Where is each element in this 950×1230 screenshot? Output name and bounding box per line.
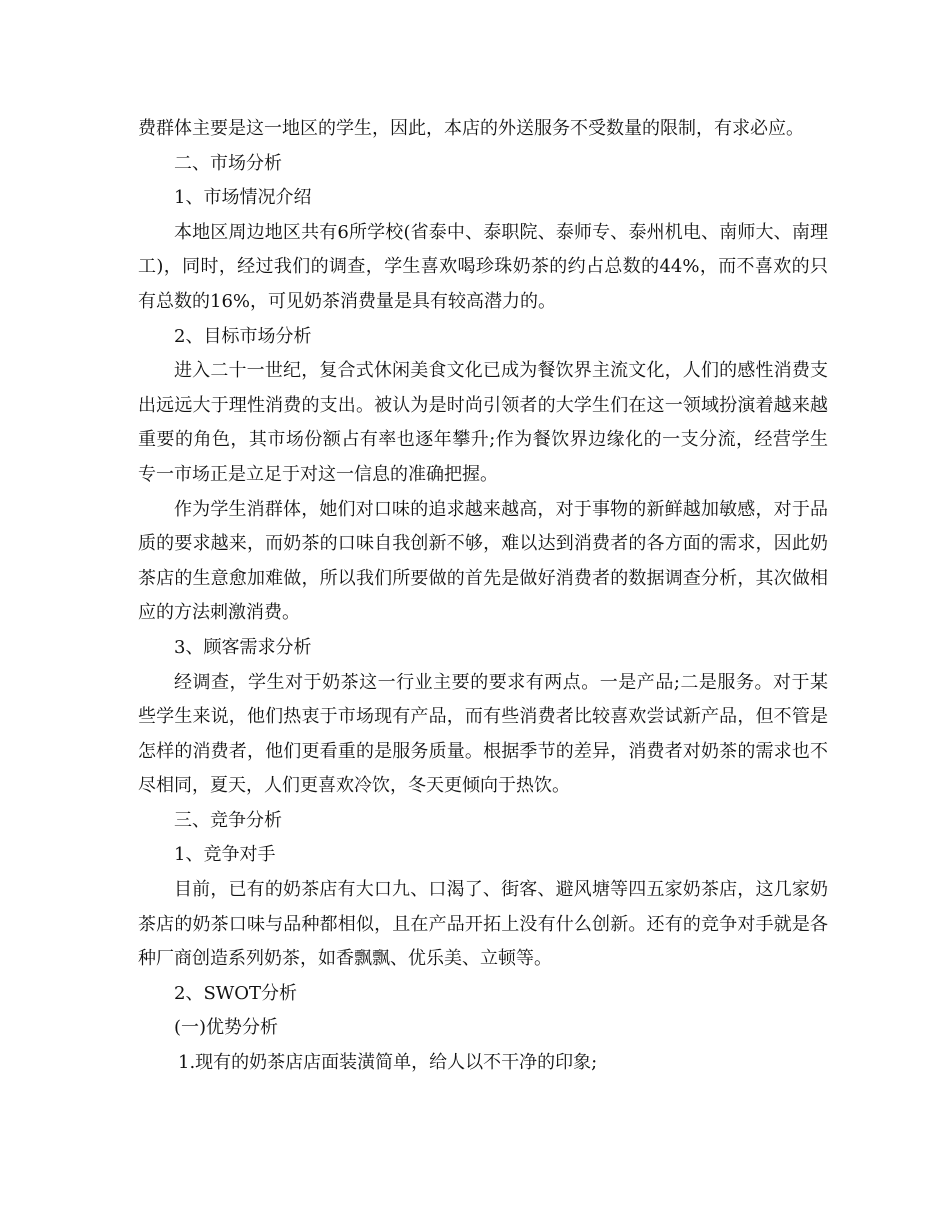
subheading-target-market: 2、目标市场分析 [174, 325, 312, 347]
subheading-competitors: 1、竞争对手 [174, 844, 276, 866]
list-item: 1.现有的奶茶店店面装潢简单，给人以不干净的印象; [178, 1052, 598, 1074]
subheading-customer-needs: 3、顾客需求分析 [174, 636, 312, 658]
subheading-swot: 2、SWOT分析 [174, 982, 298, 1004]
document-body [138, 112, 828, 1081]
paragraph-customer-needs: 经调查，学生对于奶茶这一行业主要的要求有两点。一是产品;二是服务。对于某些学生来说，他们热衷于市场现有产品，而有些消费者比较喜欢尝试新产品，但不管是怎样的消费者，他们更看重的是服务质量。根据季节的差异，消费者对奶茶的需求也不尽相同，夏天，人们更喜欢冷饮，冬天更倾向于热饮。 [138, 671, 828, 797]
section-heading-market-analysis: 二、市场分析 [174, 152, 282, 174]
paragraph-continuation: 费群体主要是这一地区的学生，因此，本店的外送服务不受数量的限制，有求必应。 [138, 118, 804, 139]
paragraph-target-market: 进入二十一世纪，复合式休闲美食文化已成为餐饮界主流文化，人们的感性消费支出远远大于理性消费的支出。被认为是时尚引领者的大学生们在这一领域扮演着越来越重要的角色，其市场份额占有率也逐年攀升;作为餐饮界边缘化的一支分流，经营学生专一市场正是立足于对这一信息的准确把握。 [138, 360, 828, 485]
section-heading-competition: 三、竞争分析 [174, 809, 282, 831]
subheading-market-overview: 1、市场情况介绍 [174, 187, 312, 209]
paragraph-student-consumers: 作为学生消群体，她们对口味的追求越来越高，对于事物的新鲜越加敏感，对于品质的要求越来，而奶茶的口味自我创新不够，难以达到消费者的各方面的需求，因此奶茶店的生意愈加难做，所以我们所要做的首先是做好消费者的数据调查分析，其次做相应的方法刺激消费。 [138, 498, 828, 624]
paragraph-market-overview: 本地区周边地区共有6所学校(省泰中、泰职院、泰师专、泰州机电、南师大、南理工)，同时，经过我们的调查，学生喜欢喝珍珠奶茶的约占总数的44%，而不喜欢的只有总数的16%，可见奶茶消费量是具有较高潜力的。 [138, 221, 828, 312]
subheading-strengths: (一)优势分析 [174, 1017, 279, 1039]
paragraph-competitors: 目前，已有的奶茶店有大口九、口渴了、街客、避风塘等四五家奶茶店，这几家奶茶店的奶茶口味与品种都相似，且在产品开拓上没有什么创新。还有的竞争对手就是各种厂商创造系列奶茶，如香飘飘、优乐美、立顿等。 [138, 879, 828, 970]
